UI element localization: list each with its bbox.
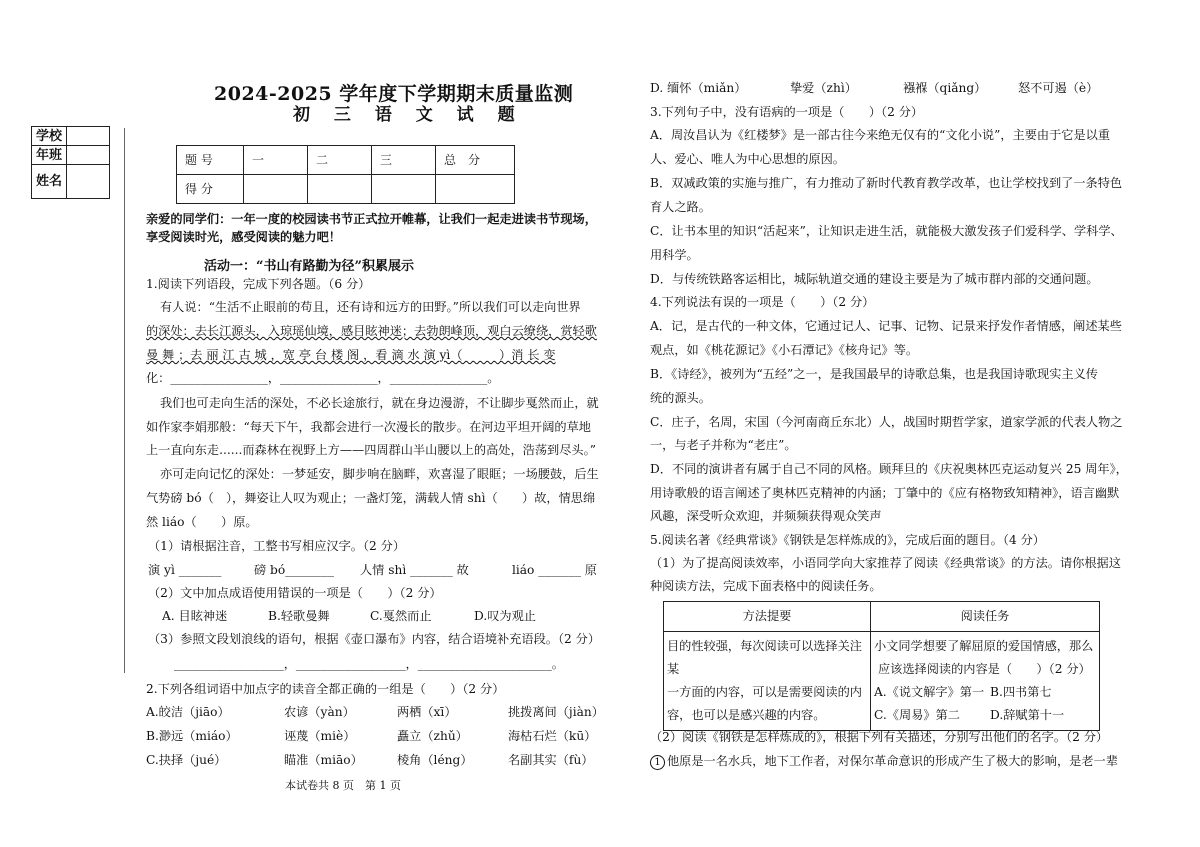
question-stem: 5.阅读名著《经典常谈》《钢铁是怎样炼成的》，完成后面的题目。（4 分） bbox=[650, 533, 1045, 547]
option-word: 挚爱（zhì） bbox=[790, 81, 857, 95]
option-line[interactable]: C．让书本里的知识“活起来”，让知识走进生活，就能极大激发孩子们爱科学、学科学、 bbox=[650, 224, 1123, 238]
question-stem: 4.下列说法有误的一项是（ ）（2 分） bbox=[650, 295, 875, 309]
sub-question: （3）参照文段划浪线的语句，根据《壶口瀑布》内容，结合语境补充语段。（2 分） bbox=[148, 632, 601, 646]
option-word: 农谚（yàn） bbox=[284, 705, 355, 719]
reading-task-table bbox=[663, 601, 1100, 731]
option-line: 统的源头。 bbox=[650, 391, 711, 405]
option[interactable]: C.《周易》第二 bbox=[874, 708, 960, 722]
option-line: 人、爱心、唯人为中心思想的原因。 bbox=[650, 152, 845, 166]
sub-question: （2）阅读《钢铁是怎样炼成的》，根据下列有关描述，分别写出他们的名字。（2 分） bbox=[650, 730, 1109, 744]
class-field[interactable] bbox=[67, 146, 110, 165]
name-label: 姓名 bbox=[32, 165, 67, 199]
option[interactable]: D. 缅怀（miǎn） bbox=[650, 81, 747, 95]
task-cell bbox=[871, 632, 1100, 731]
class-label: 年班 bbox=[32, 146, 67, 165]
option-line[interactable]: A．记，是古代的一种文体，它通过记人、记事、记物、记景来抒发作者情感，阐述某些 bbox=[650, 319, 1122, 333]
option-word: 两栖（xī） bbox=[397, 705, 457, 719]
passage-line: 然 liáo（ ）原。 bbox=[146, 515, 258, 529]
option-word: 襁褓（qiǎng） bbox=[903, 81, 987, 95]
option-line[interactable]: B．双减政策的实施与推广，有力推动了新时代教育教学改革，也让学校找到了一条特色 bbox=[650, 176, 1123, 190]
passage-line: 曼 舞 ；去 丽 江 古 城 ，宽 亭 台 楼 阁 ，看 滴 水 演 yì（ ）消 长 变 bbox=[146, 348, 556, 362]
task-line: 应该选择阅读的内容是（ ）（2 分） bbox=[878, 662, 1091, 676]
score-header-cell: 二 bbox=[308, 146, 372, 175]
passage-line: 我们也可走向生活的深处，不必长途旅行，就在身边漫游，不让脚步戛然而止，就 bbox=[160, 396, 599, 410]
option-line[interactable]: B．《诗经》，被列为“五经”之一，是我国最早的诗歌总集，也是我国诗歌现实主义传 bbox=[650, 367, 1098, 381]
task-options-row bbox=[874, 704, 1096, 727]
question-stem: 3.下列句子中，没有语病的一项是（ ）（2 分） bbox=[650, 105, 924, 119]
table-header: 阅读任务 bbox=[871, 602, 1100, 632]
binding-line bbox=[124, 128, 125, 673]
passage-line: 化：________________，________________，________________。 bbox=[146, 371, 500, 385]
table-header: 方法提要 bbox=[664, 602, 871, 632]
exam-title: 2024-2025 学年度下学期期末质量监测 bbox=[214, 83, 574, 105]
score-input-cell[interactable] bbox=[436, 175, 515, 204]
option[interactable]: B.渺远（miáo） bbox=[146, 729, 238, 743]
activity-heading: 活动一：“书山有路勤为径”积累展示 bbox=[204, 259, 414, 274]
option[interactable]: B.四书第七 bbox=[990, 685, 1052, 699]
task-options-row bbox=[874, 681, 1096, 704]
option[interactable]: A.《说文解字》第一 bbox=[874, 685, 985, 699]
option[interactable]: D.辞赋第十一 bbox=[990, 708, 1065, 722]
score-input-cell[interactable] bbox=[308, 175, 372, 204]
passage-line: 有人说：“生活不止眼前的苟且，还有诗和远方的田野。”所以我们可以走向世界 bbox=[160, 300, 581, 314]
sub-question: 种阅读方法，完成下面表格中的阅读任务。 bbox=[650, 579, 882, 593]
option-word: 挑拨离间（jiàn） bbox=[508, 705, 604, 719]
option-word: 诬蔑（miè） bbox=[284, 729, 356, 743]
method-line: 一方面的内容，可以是需要阅读的内 bbox=[667, 685, 862, 699]
option-line: 用诗歌般的语言阐述了奥林匹克精神的内涵；丁肇中的《应有格物致知精神》，语言幽默 bbox=[650, 486, 1120, 500]
option-line[interactable]: D．与传统铁路客运相比，城际轨道交通的建设主要是为了城市群内部的交通问题。 bbox=[650, 272, 1099, 286]
sub-question-item bbox=[650, 755, 1118, 770]
option-line: 用科学。 bbox=[650, 248, 699, 262]
student-info-table bbox=[31, 126, 110, 199]
fill-blank[interactable]: liáo _______ 原 bbox=[512, 563, 597, 577]
method-line: 目的性较强，每次阅读可以选择关注某 bbox=[667, 639, 862, 676]
option-word: 名副其实（fù） bbox=[508, 753, 594, 767]
option-word: 怒不可遏（è） bbox=[1018, 81, 1099, 95]
page-footer: 本试卷共 8 页 第 1 页 bbox=[285, 779, 401, 792]
option-line: 一，与老子并称为“老庄”。 bbox=[650, 438, 797, 452]
method-line: 容，也可以是感兴趣的内容。 bbox=[667, 708, 826, 722]
score-header-cell: 总 分 bbox=[436, 146, 515, 175]
task-line: 小文同学想要了解屈原的爱国情感，那么 bbox=[874, 639, 1094, 653]
score-input-cell[interactable] bbox=[244, 175, 308, 204]
option[interactable]: A. 目眩神迷 bbox=[162, 609, 228, 623]
fill-blank[interactable]: 人情 shì _______ 故 bbox=[360, 563, 469, 577]
score-table bbox=[176, 145, 515, 204]
question-stem: 2.下列各组词语中加点字的读音全都正确的一组是（ ）（2 分） bbox=[146, 682, 505, 696]
option[interactable]: A.皎洁（jiāo） bbox=[146, 705, 230, 719]
option[interactable]: C.抉择（jué） bbox=[146, 753, 227, 767]
option-line: 育人之路。 bbox=[650, 200, 711, 214]
score-header-cell: 一 bbox=[244, 146, 308, 175]
option[interactable]: D.叹为观止 bbox=[474, 609, 536, 623]
passage-line: 的深处：去长江源头，入琼瑶仙境，感目眩神迷；去勃朗峰顶，观白云缭绕，赏轻歌 bbox=[146, 324, 597, 338]
option-word: 棱角（léng） bbox=[397, 753, 473, 767]
score-input-cell[interactable] bbox=[372, 175, 436, 204]
intro-line: 亲爱的同学们：一年一度的校园读书节正式拉开帷幕，让我们一起走进读书节现场， bbox=[146, 212, 597, 226]
option[interactable]: C.戛然而止 bbox=[370, 609, 432, 623]
passage-line: 如作家李娟那般：“每天下午，我都会进行一次漫长的散步。在河边平坦开阔的草地 bbox=[146, 420, 591, 434]
question-stem: 1.阅读下列语段，完成下列各题。（6 分） bbox=[146, 277, 371, 291]
option-line: 风趣，深受听众欢迎，并频频获得观众笑声 bbox=[650, 509, 882, 523]
fill-blank[interactable]: 演 yì _______ bbox=[148, 563, 222, 577]
fill-blank[interactable]: 磅 bó________ bbox=[254, 563, 334, 577]
passage-line: 上一直向东走......而森林在视野上方——四周群山半山腰以上的高处，浩荡到尽头。” bbox=[146, 443, 596, 457]
passage-line: 亦可走向记忆的深处：一梦延安，脚步响在脑畔，欢喜湿了眼眶；一场腰鼓，后生 bbox=[160, 467, 599, 481]
name-field[interactable] bbox=[67, 165, 110, 199]
option-line: 观点，如《桃花源记》《小石潭记》《核舟记》等。 bbox=[650, 343, 919, 357]
passage-line: 气势磅 bó（ ），舞姿让人叹为观止；一盏灯笼，满载人情 shì（ ）故，情思绵 bbox=[146, 491, 596, 505]
option-line[interactable]: D．不同的演讲者有属于自己不同的风格。顾拜旦的《庆祝奥林匹克运动复兴 25 周年》， bbox=[650, 462, 1128, 476]
description-line: 他原是一名水兵，地下工作者，对保尔革命意识的形成产生了极大的影响，是老一辈 bbox=[667, 754, 1118, 768]
exam-subtitle: 初 三 语 文 试 题 bbox=[293, 105, 524, 125]
option-word: 矗立（zhǔ） bbox=[397, 729, 468, 743]
score-label-cell: 得 分 bbox=[177, 175, 244, 204]
circled-number: 1 bbox=[650, 755, 665, 770]
option-word: 海枯石烂（kū） bbox=[508, 729, 597, 743]
sub-question: （2）文中加点成语使用错误的一项是（ ）（2 分） bbox=[148, 586, 442, 600]
option-line[interactable]: C．庄子，名周，宋国（今河南商丘东北）人，战国时期哲学家，道家学派的代表人物之 bbox=[650, 415, 1123, 429]
option-line[interactable]: A．周汝昌认为《红楼梦》是一部古往今来绝无仅有的“文化小说”，主要由于它是以重 bbox=[650, 128, 1111, 142]
school-field[interactable] bbox=[67, 127, 110, 146]
score-header-cell: 三 bbox=[372, 146, 436, 175]
sub-question: （1）为了提高阅读效率，小语同学向大家推荐了阅读《经典常谈》的方法。请你根据这 bbox=[650, 556, 1121, 570]
option-word: 瞄准（miāo） bbox=[284, 753, 363, 767]
school-label: 学校 bbox=[32, 127, 67, 146]
intro-line: 享受阅读时光，感受阅读的魅力吧！ bbox=[146, 230, 341, 244]
option[interactable]: B.轻歌曼舞 bbox=[268, 609, 330, 623]
score-header-cell: 题 号 bbox=[177, 146, 244, 175]
method-cell bbox=[664, 632, 871, 731]
fill-blank[interactable]: __________________，__________________，______________________。 bbox=[174, 657, 564, 671]
sub-question: （1）请根据注音，工整书写相应汉字。（2 分） bbox=[148, 539, 406, 553]
